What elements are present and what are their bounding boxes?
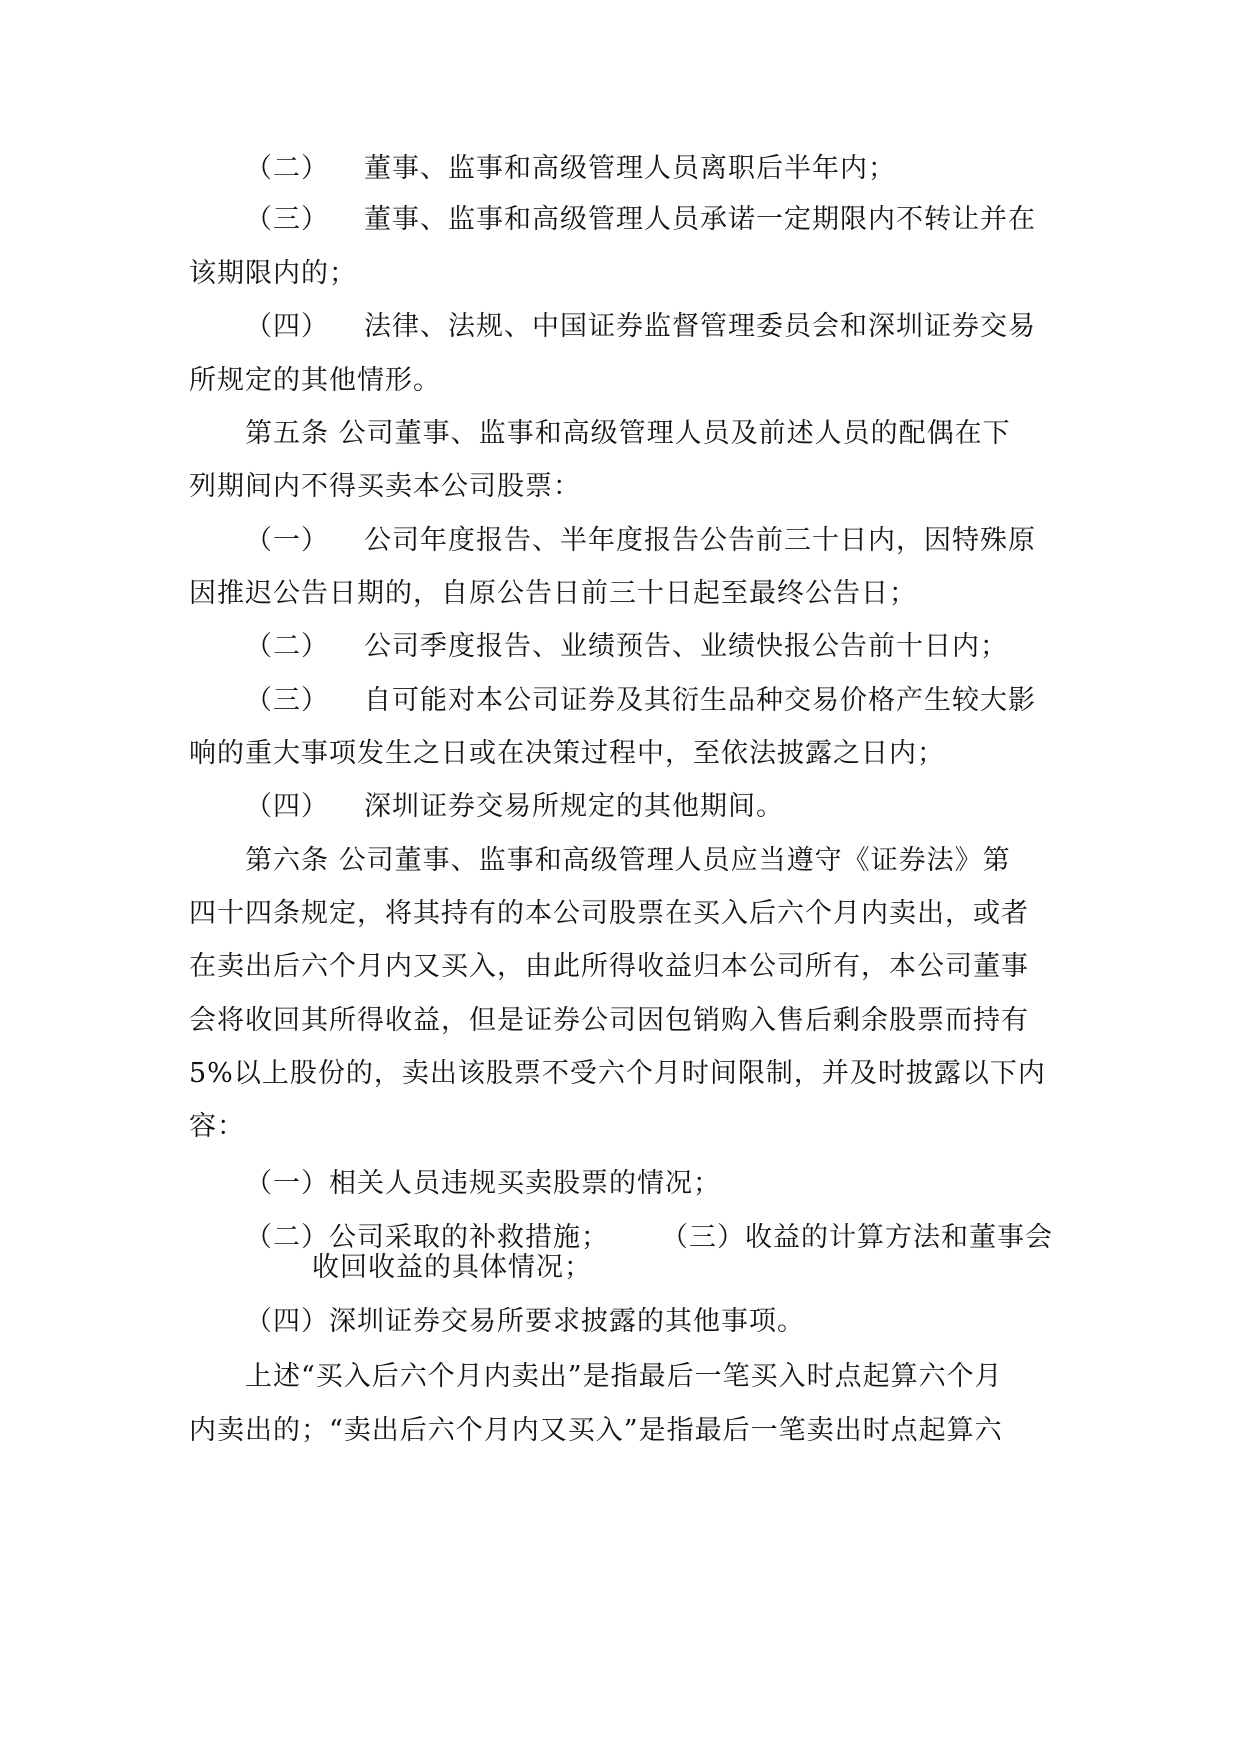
line-period-1 (245, 525, 1036, 557)
line-period-3 (245, 685, 1036, 717)
disclosure-items-2-3 (245, 1222, 1053, 1254)
clause-text: 法律、法规、中国证券监督管理委员会和深圳证券交易 (364, 311, 1036, 342)
line-period-2 (245, 631, 1008, 663)
line-continuation: 因推迟公告日期的，自原公告日前三十日起至最终公告日； (189, 578, 917, 609)
line-continuation: 收回收益的具体情况； (312, 1252, 592, 1283)
clause-marker: （二） (245, 631, 329, 662)
clause-text: 自可能对本公司证券及其衍生品种交易价格产生较大影 (364, 685, 1036, 716)
article-6-heading-line: 第六条 公司董事、监事和高级管理人员应当遵守《证券法》第 (245, 845, 1011, 876)
clause-marker: （三） (245, 204, 329, 235)
disclosure-item-1: （一）相关人员违规买卖股票的情况； (245, 1168, 721, 1199)
line-clause-3-commitment (245, 204, 1036, 236)
clause-marker: （一） (245, 525, 329, 556)
line-clause-2-resignation (245, 153, 896, 185)
line-continuation: 在卖出后六个月内又买入，由此所得收益归本公司所有，本公司董事 (189, 951, 1029, 982)
line-continuation: 会将收回其所得收益，但是证券公司因包销购入售后剩余股票而持有 (189, 1005, 1029, 1036)
paragraph-definition-line: 上述“买入后六个月内卖出”是指最后一笔买入时点起算六个月 (245, 1361, 1003, 1392)
line-continuation: 容： (189, 1111, 245, 1142)
clause-marker: （四） (245, 311, 329, 342)
clause-marker: （四） (245, 791, 329, 822)
disclosure-item-4: （四）深圳证券交易所要求披露的其他事项。 (245, 1306, 805, 1337)
clause-marker: （三） (245, 685, 329, 716)
line-continuation: 四十四条规定，将其持有的本公司股票在买入后六个月内卖出，或者 (189, 898, 1029, 929)
clause-text: 董事、监事和高级管理人员离职后半年内； (364, 153, 896, 184)
line-continuation: 该期限内的； (189, 258, 357, 289)
line-continuation: 5%以上股份的，卖出该股票不受六个月时间限制，并及时披露以下内 (189, 1058, 1046, 1089)
line-period-4 (245, 791, 784, 823)
clause-text: 公司年度报告、半年度报告公告前三十日内，因特殊原 (364, 525, 1036, 556)
clause-marker: （二） (245, 153, 329, 184)
clause-text: 公司季度报告、业绩预告、业绩快报公告前十日内； (364, 631, 1008, 662)
article-5-heading-line: 第五条 公司董事、监事和高级管理人员及前述人员的配偶在下 (245, 418, 1011, 449)
line-continuation: 响的重大事项发生之日或在决策过程中，至依法披露之日内； (189, 738, 945, 769)
clause-text: 深圳证券交易所规定的其他期间。 (364, 791, 784, 822)
disclosure-item-2: （二）公司采取的补救措施； (245, 1222, 609, 1253)
disclosure-item-3: （三）收益的计算方法和董事会 (661, 1222, 1053, 1253)
clause-text: 董事、监事和高级管理人员承诺一定期限内不转让并在 (364, 204, 1036, 235)
line-clause-4-other (245, 311, 1036, 343)
line-continuation: 内卖出的；“卖出后六个月内又买入”是指最后一笔卖出时点起算六 (189, 1415, 1003, 1446)
line-continuation: 列期间内不得买卖本公司股票： (189, 471, 581, 502)
line-continuation: 所规定的其他情形。 (189, 365, 441, 396)
